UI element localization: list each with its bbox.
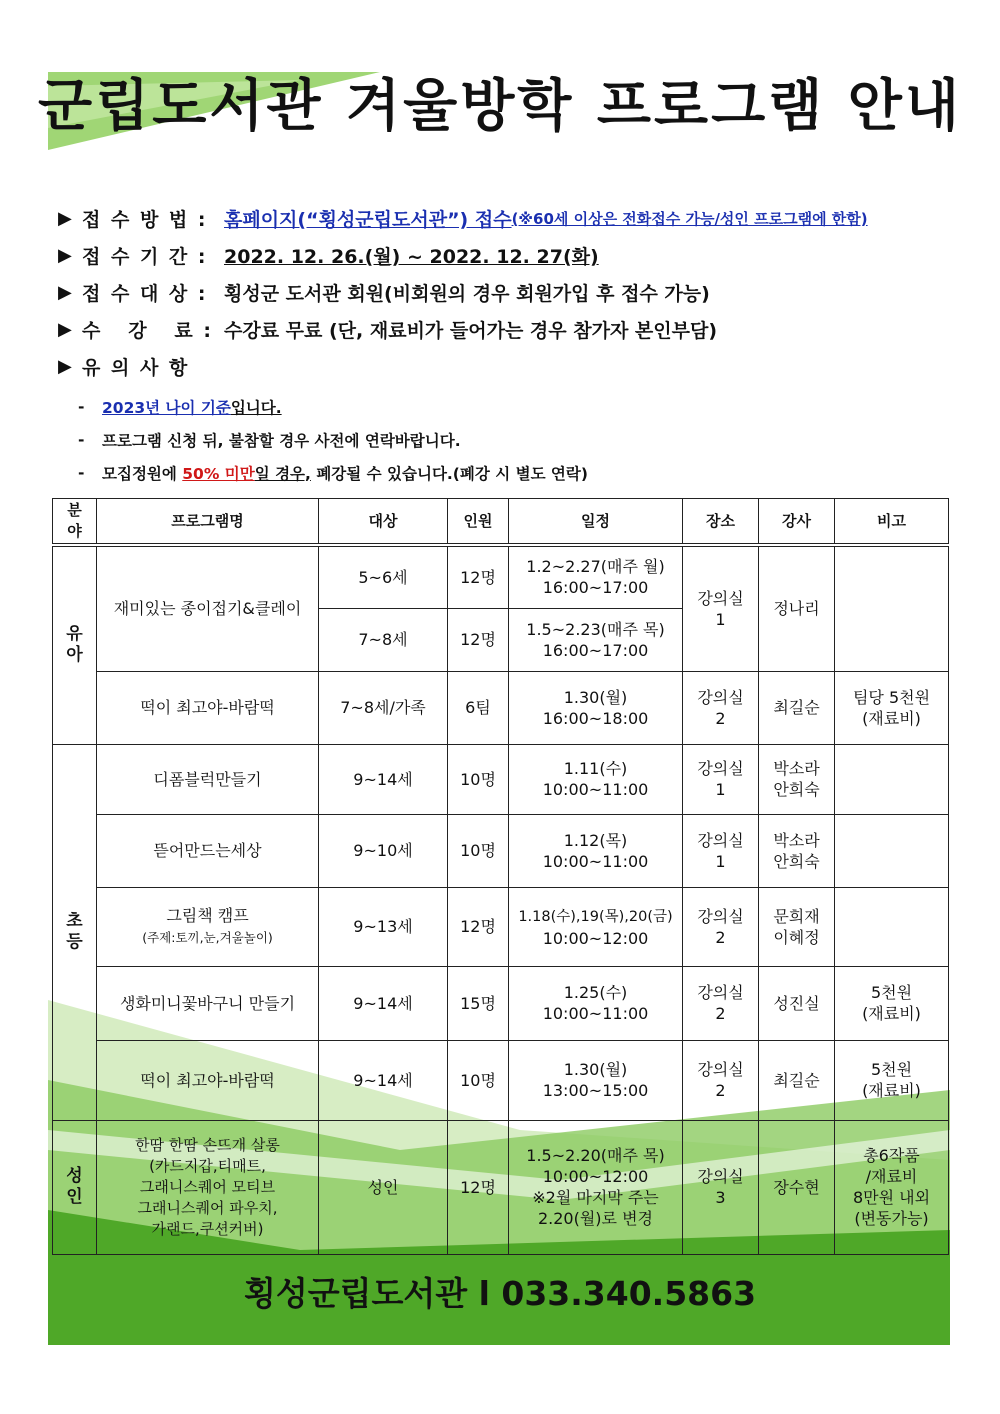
header-capacity: 인원 — [448, 499, 509, 546]
target-cell: 9~14세 — [319, 1040, 448, 1120]
header-remark: 비고 — [835, 499, 949, 546]
program-name: 한땀 한땀 손뜨개 살롱 (카드지갑,티매트, 그래니스퀘어 모티브 그래니스퀘어 파우치, 가랜드,쿠션커버) — [97, 1120, 319, 1254]
target-cell: 9~14세 — [319, 966, 448, 1040]
triangle-bullet-icon: ▶ — [58, 356, 72, 377]
notes-label: 유 의 사 항 — [82, 357, 190, 379]
remark-cell — [835, 814, 949, 887]
dash-bullet: - — [78, 430, 85, 449]
program-name: 떡이 최고야-바람떡 — [97, 671, 319, 744]
schedule-cell: 1.12(목) 10:00~11:00 — [509, 814, 683, 887]
table-row — [53, 1120, 949, 1254]
program-name: 재미있는 종이접기&클레이 — [97, 545, 319, 671]
place-cell: 강의실 2 — [683, 1040, 759, 1120]
triangle-bullet-icon: ▶ — [58, 208, 72, 229]
capacity-cell: 6팀 — [448, 671, 509, 744]
remark-cell: 팀당 5천원 (재료비) — [835, 671, 949, 744]
info-row-period — [58, 237, 958, 274]
notes-list — [78, 390, 588, 489]
method-note: (※60세 이상은 전화접수 가능/성인 프로그램에 한함) — [511, 210, 868, 228]
instructor-cell: 최길순 — [759, 1040, 835, 1120]
method-label: 접 수 방 법 : — [82, 209, 208, 231]
remark-cell: 5천원 (재료비) — [835, 966, 949, 1040]
program-name: 그림책 캠프 (주제:토끼,눈,겨울놀이) — [97, 887, 319, 966]
fee-label: 수 강 료 : — [82, 320, 213, 342]
instructor-cell: 장수현 — [759, 1120, 835, 1254]
note-3-d: 폐강될 수 있습니다.(폐강 시 별도 연락) — [310, 464, 588, 483]
place-cell: 강의실 2 — [683, 671, 759, 744]
table-header-row — [53, 499, 949, 546]
dash-bullet: - — [78, 397, 85, 416]
table-row — [53, 1040, 949, 1120]
instructor-cell: 박소라 안희숙 — [759, 814, 835, 887]
target-cell: 9~14세 — [319, 744, 448, 814]
period-label: 접 수 기 간 : — [82, 246, 208, 268]
instructor-cell: 정나리 — [759, 545, 835, 671]
schedule-cell: 1.5~2.20(매주 목) 10:00~12:00 ※2월 마지막 주는 2.20(월)로 변경 — [509, 1120, 683, 1254]
info-row-target — [58, 274, 958, 311]
remark-cell — [835, 744, 949, 814]
table-row — [53, 545, 949, 608]
remark-cell: 5천원 (재료비) — [835, 1040, 949, 1120]
remark-cell — [835, 887, 949, 966]
instructor-cell: 최길순 — [759, 671, 835, 744]
schedule-cell: 1.11(수) 10:00~11:00 — [509, 744, 683, 814]
note-2 — [78, 423, 588, 456]
header-target: 대상 — [319, 499, 448, 546]
note-3-red: 50% 미만 — [182, 464, 255, 483]
program-subnote: (주제:토끼,눈,겨울놀이) — [142, 930, 273, 945]
schedule-cell: 1.5~2.23(매주 목) 16:00~17:00 — [509, 608, 683, 671]
schedule-cell: 1.18(수),19(목),20(금) 10:00~12:00 — [509, 887, 683, 966]
place-cell: 강의실 1 — [683, 545, 759, 671]
place-cell: 강의실 3 — [683, 1120, 759, 1254]
program-name: 디폼블럭만들기 — [97, 744, 319, 814]
footer-contact: 횡성군립도서관 l 033.340.5863 — [243, 1274, 757, 1313]
schedule-cell: 1.30(월) 13:00~15:00 — [509, 1040, 683, 1120]
note-3 — [78, 456, 588, 489]
note-1-highlight: 2023년 나이 기준 — [102, 398, 231, 417]
capacity-cell: 12명 — [448, 545, 509, 608]
schedule-cell: 1.30(월) 16:00~18:00 — [509, 671, 683, 744]
place-cell: 강의실 2 — [683, 887, 759, 966]
triangle-bullet-icon: ▶ — [58, 245, 72, 266]
note-3-c: 일 경우, — [254, 464, 311, 483]
note-2-text: 프로그램 신청 뒤, 불참할 경우 사전에 연락바랍니다. — [102, 431, 461, 450]
header-place: 장소 — [683, 499, 759, 546]
header-program: 프로그램명 — [97, 499, 319, 546]
program-name: 떡이 최고야-바람떡 — [97, 1040, 319, 1120]
capacity-cell: 10명 — [448, 744, 509, 814]
info-row-notes — [58, 348, 958, 385]
instructor-cell: 성진실 — [759, 966, 835, 1040]
info-section — [58, 200, 958, 385]
capacity-cell: 15명 — [448, 966, 509, 1040]
dash-bullet: - — [78, 463, 85, 482]
info-row-method — [58, 200, 958, 237]
capacity-cell: 12명 — [448, 1120, 509, 1254]
program-name: 생화미니꽃바구니 만들기 — [97, 966, 319, 1040]
target-cell: 5~6세 — [319, 545, 448, 608]
info-row-fee — [58, 311, 958, 348]
table-row — [53, 671, 949, 744]
capacity-cell: 12명 — [448, 887, 509, 966]
header-schedule: 일정 — [509, 499, 683, 546]
instructor-cell: 문희재 이혜정 — [759, 887, 835, 966]
target-cell: 성인 — [319, 1120, 448, 1254]
table-row — [53, 887, 949, 966]
target-cell: 7~8세/가족 — [319, 671, 448, 744]
method-value: 홈페이지(“횡성군립도서관”) 접수 — [224, 209, 512, 231]
program-table — [52, 498, 949, 1255]
remark-cell: 총6작품 /재료비 8만원 내외 (변동가능) — [835, 1120, 949, 1254]
note-3-a: 모집정원에 — [102, 464, 183, 483]
remark-cell — [835, 545, 949, 671]
triangle-bullet-icon: ▶ — [58, 319, 72, 340]
header-category: 분 야 — [53, 499, 97, 546]
page-title: 군립도서관 겨울방학 프로그램 안내 — [38, 74, 962, 139]
category-elementary: 초 등 — [53, 744, 97, 1120]
place-cell: 강의실 1 — [683, 744, 759, 814]
target-cell: 9~13세 — [319, 887, 448, 966]
capacity-cell: 10명 — [448, 814, 509, 887]
schedule-cell: 1.2~2.27(매주 월) 16:00~17:00 — [509, 545, 683, 608]
program-name: 뜯어만드는세상 — [97, 814, 319, 887]
fee-value: 수강료 무료 (단, 재료비가 들어가는 경우 참가자 본인부담) — [224, 320, 718, 342]
capacity-cell: 12명 — [448, 608, 509, 671]
place-cell: 강의실 2 — [683, 966, 759, 1040]
period-value: 2022. 12. 26.(월) ~ 2022. 12. 27(화) — [224, 246, 599, 268]
table-row — [53, 814, 949, 887]
target-label: 접 수 대 상 : — [82, 283, 208, 305]
category-kids: 유 아 — [53, 545, 97, 744]
capacity-cell: 10명 — [448, 1040, 509, 1120]
target-cell: 9~10세 — [319, 814, 448, 887]
triangle-bullet-icon: ▶ — [58, 282, 72, 303]
category-adult: 성 인 — [53, 1120, 97, 1254]
target-value: 횡성군 도서관 회원(비회원의 경우 회원가입 후 접수 가능) — [224, 283, 710, 305]
target-cell: 7~8세 — [319, 608, 448, 671]
instructor-cell: 박소라 안희숙 — [759, 744, 835, 814]
note-1 — [78, 390, 588, 423]
note-1-rest: 입니다. — [230, 398, 282, 417]
header-instructor: 강사 — [759, 499, 835, 546]
schedule-cell: 1.25(수) 10:00~11:00 — [509, 966, 683, 1040]
table-row — [53, 966, 949, 1040]
place-cell: 강의실 1 — [683, 814, 759, 887]
table-row — [53, 744, 949, 814]
